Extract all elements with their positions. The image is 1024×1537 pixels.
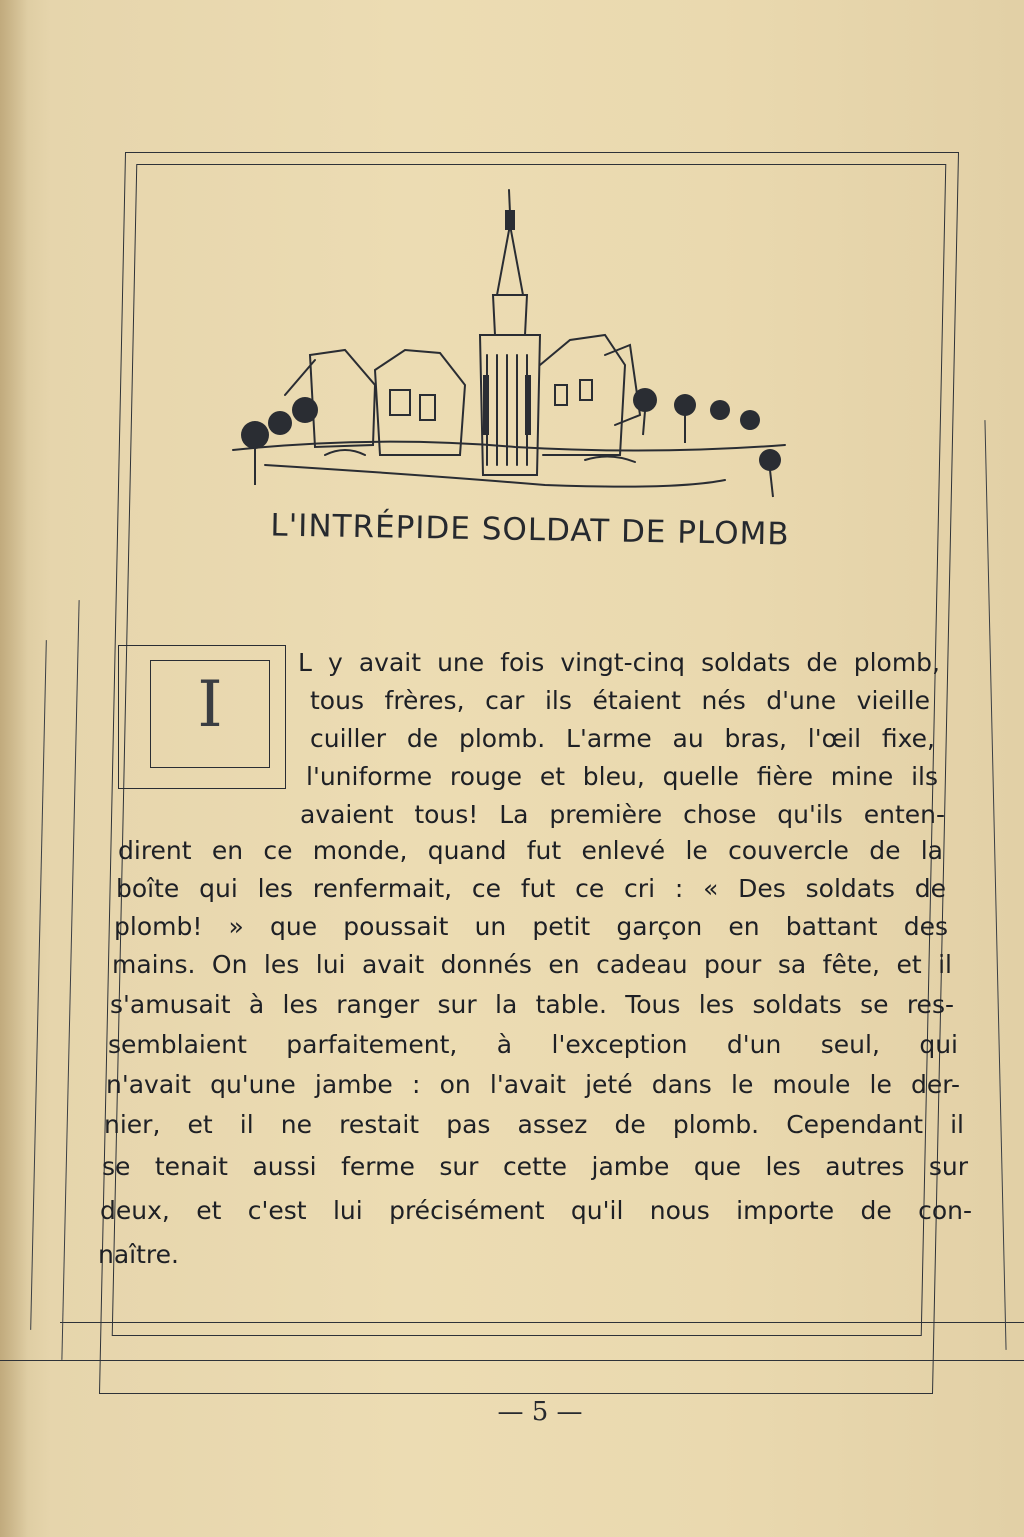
- village-church-vignette-icon: [225, 185, 805, 505]
- chapter-title: L'INTRÉPIDE SOLDAT DE PLOMB: [270, 507, 790, 553]
- text-line: avaient tous! La première chose qu'ils enten-: [300, 800, 945, 829]
- text-line: tous frères, car ils étaient nés d'une vieille: [310, 686, 930, 715]
- text-line: l'uniforme rouge et bleu, quelle fière mine ils: [306, 762, 938, 791]
- frame-base-rule: [0, 1360, 1024, 1361]
- text-line: se tenait aussi ferme sur cette jambe que les autres sur: [102, 1152, 968, 1181]
- text-line: mains. On les lui avait donnés en cadeau pour sa fête, et il: [112, 950, 952, 979]
- text-line: plomb! » que poussait un petit garçon en battant des: [114, 912, 948, 941]
- text-line: nier, et il ne restait pas assez de plomb. Cependant il: [104, 1110, 964, 1139]
- text-line: boîte qui les renfermait, ce fut ce cri : « Des soldats de: [116, 874, 946, 903]
- text-line: cuiller de plomb. L'arme au bras, l'œil fixe,: [310, 724, 935, 753]
- text-line: L y avait une fois vingt-cinq soldats de plomb,: [298, 648, 940, 677]
- drop-cap-letter: I: [197, 668, 223, 742]
- left-border-line: [61, 600, 79, 1360]
- text-line: naître.: [98, 1240, 179, 1269]
- page-gutter-shadow: [0, 0, 28, 1537]
- text-line: semblaient parfaitement, à l'exception d'un seul, qui: [108, 1030, 958, 1059]
- page-number: — 5 —: [497, 1397, 583, 1427]
- text-line: dirent en ce monde, quand fut enlevé le couvercle de la: [118, 836, 943, 865]
- frame-bottom-rule: [60, 1322, 1024, 1323]
- left-border-line: [30, 640, 47, 1330]
- text-line: s'amusait à les ranger sur la table. Tous les soldats se res-: [110, 990, 954, 1019]
- text-line: n'avait qu'une jambe : on l'avait jeté dans le moule le der-: [106, 1070, 960, 1099]
- right-border-line: [984, 420, 1006, 1350]
- text-line: deux, et c'est lui précisément qu'il nous importe de con-: [100, 1196, 972, 1225]
